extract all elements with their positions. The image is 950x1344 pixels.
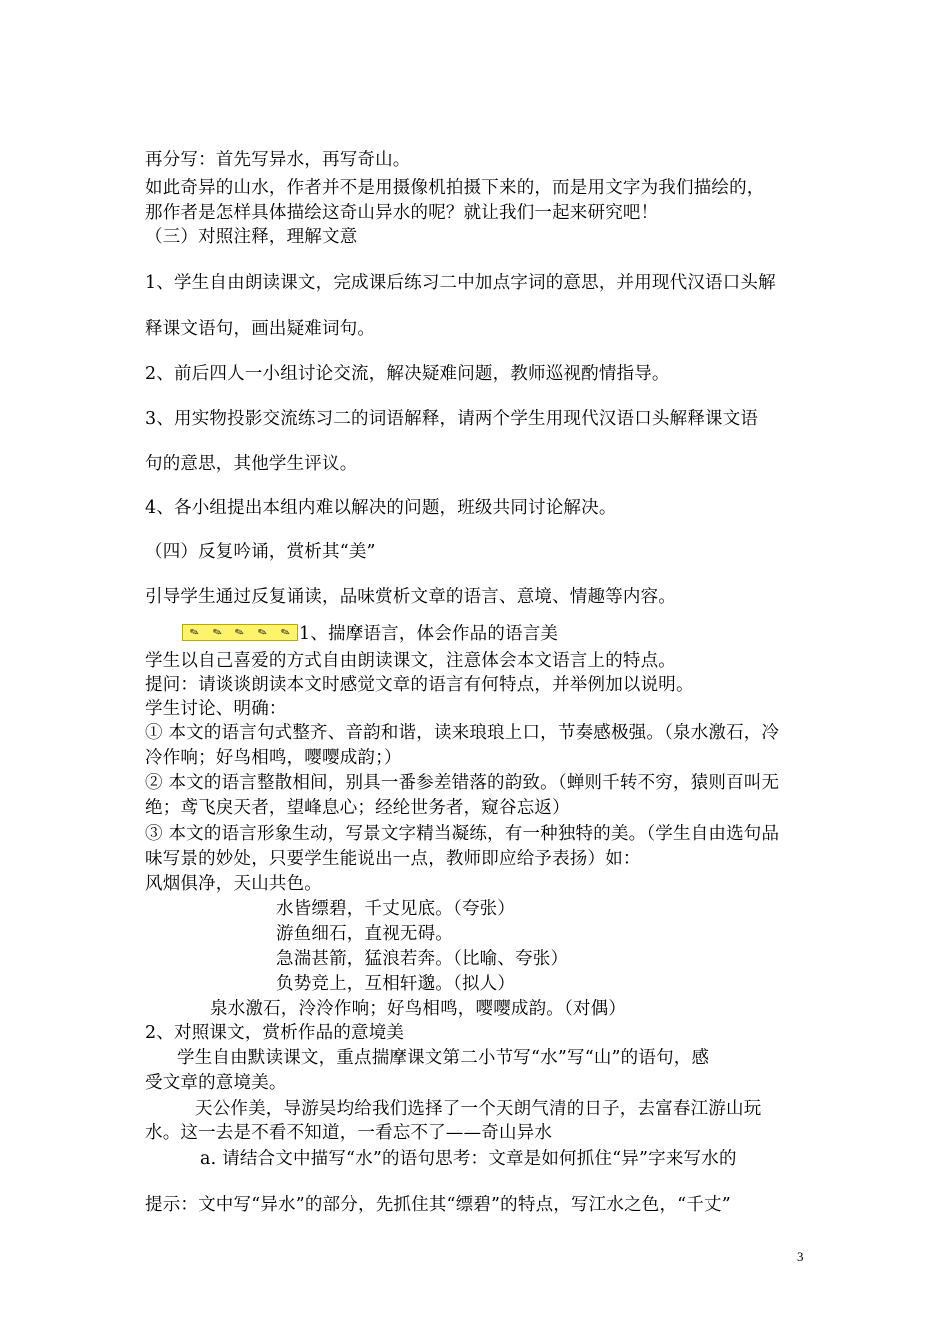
text-line: 绝；鸢飞戾天者，望峰息心；经纶世务者，窥谷忘返） bbox=[145, 798, 570, 818]
text-line: 1、学生自由朗读课文，完成课后练习二中加点字词的意思，并用现代汉语口头解 bbox=[145, 273, 776, 293]
text-line: 如此奇异的山水，作者并不是用摄像机拍摄下来的，而是用文字为我们描绘的， bbox=[145, 178, 765, 198]
text-line: 句的意思，其他学生评议。 bbox=[145, 454, 358, 474]
text-line: 提问：请谈谈朗读本文时感觉文章的语言有何特点，并举例加以说明。 bbox=[145, 675, 694, 695]
pencil-icon: ✎ bbox=[256, 624, 270, 641]
text-line: ③ 本文的语言形象生动，写景文字精当凝练，有一种独特的美。（学生自由选句品 bbox=[145, 824, 780, 844]
text-line: 提示：文中写“异水”的部分，先抓住其“缥碧”的特点，写江水之色，“千丈” bbox=[145, 1195, 731, 1215]
pencil-icon: ✎ bbox=[210, 624, 224, 641]
pencil-icon: ✎ bbox=[279, 624, 293, 641]
text-line: 天公作美，导游吴均给我们选择了一个天朗气清的日子，去富春江游山玩 bbox=[195, 1099, 762, 1119]
pencil-icon-strip bbox=[182, 624, 298, 641]
text-line: ② 本文的语言整散相间，别具一番参差错落的韵致。（蝉则千转不穷，猿则百叫无 bbox=[145, 773, 780, 793]
quote-line: 游鱼细石，直视无碍。 bbox=[276, 924, 453, 944]
quote-line: 急湍甚箭，猛浪若奔。（比喻、夸张） bbox=[276, 949, 569, 969]
text-line: 风烟俱净，天山共色。 bbox=[145, 874, 322, 894]
text-line: 3、用实物投影交流练习二的词语解释，请两个学生用现代汉语口头解释课文语 bbox=[145, 409, 759, 429]
text-line: ① 本文的语言句式整齐、音韵和谐，读来琅琅上口，节奏感极强。（泉水激石，冷 bbox=[145, 723, 780, 743]
subsection-heading: 2、对照课文，赏析作品的意境美 bbox=[145, 1023, 405, 1043]
text-line: 味写景的妙处，只要学生能说出一点，教师即应给予表扬）如： bbox=[145, 849, 641, 869]
section-heading: （四）反复吟诵，赏析其“美” bbox=[145, 542, 376, 562]
quote-line: 泉水激石，泠泠作响；好鸟相鸣，嘤嘤成韵。（对偶） bbox=[210, 999, 627, 1019]
text-line: 4、各小组提出本组内难以解决的问题，班级共同讨论解决。 bbox=[145, 498, 617, 518]
pencil-icon: ✎ bbox=[187, 624, 201, 641]
subsection-heading: 1、揣摩语言，体会作品的语言美 bbox=[299, 624, 559, 644]
text-line: 受文章的意境美。 bbox=[145, 1073, 287, 1093]
text-line: 学生讨论、明确： bbox=[145, 699, 287, 719]
text-line: 学生自由默读课文，重点揣摩课文第二小节写“水”写“山”的语句，感 bbox=[177, 1048, 710, 1068]
text-line: 冷作响；好鸟相鸣，嘤嘤成韵；） bbox=[145, 748, 402, 768]
text-line: 那作者是怎样具体描绘这奇山异水的呢？就让我们一起来研究吧！ bbox=[145, 203, 659, 223]
text-line: a. 请结合文中描写“水”的语句思考：文章是如何抓住“异”字来写水的 bbox=[200, 1149, 737, 1169]
text-line: 2、前后四人一小组讨论交流，解决疑难问题，教师巡视酌情指导。 bbox=[145, 364, 670, 384]
text-line: 释课文语句，画出疑难词句。 bbox=[145, 319, 376, 339]
text-line: 再分写：首先写异水，再写奇山。 bbox=[145, 150, 411, 170]
text-line: 水。这一去是不看不知道，一看忘不了——奇山异水 bbox=[145, 1123, 553, 1143]
quote-line: 水皆缥碧，千丈见底。（夸张） bbox=[276, 899, 516, 919]
quote-line: 负势竞上，互相轩邈。（拟人） bbox=[276, 974, 516, 994]
section-heading: （三）对照注释，理解文意 bbox=[145, 227, 358, 247]
text-line: 学生以自己喜爱的方式自由朗读课文，注意体会本文语言上的特点。 bbox=[145, 651, 676, 671]
pencil-icon: ✎ bbox=[233, 624, 247, 641]
page-number: 3 bbox=[797, 1249, 804, 1264]
text-line: 引导学生通过反复诵读，品味赏析文章的语言、意境、情趣等内容。 bbox=[145, 587, 676, 607]
